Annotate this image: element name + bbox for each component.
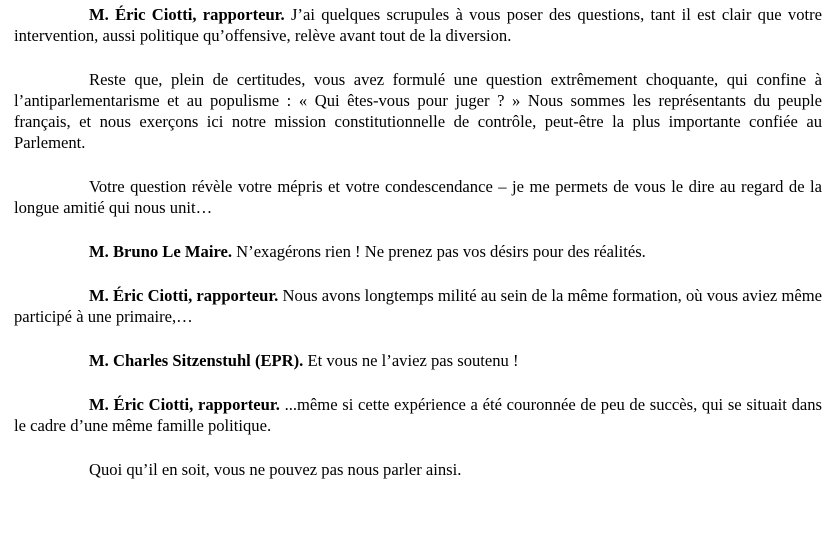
speech-text: Reste que, plein de certitudes, vous avez formulé une question extrêmement choquante, qui confine à l’antiparlementarisme et au populisme : « Qui êtes-vous pour juger ? » Nous sommes les représentants du peuple français, et nous exerçons ici notre mission constitutionnelle de contrôle, peut-être la plus importante confiée au Parlement. [14, 70, 822, 152]
speech-text: ...même si cette expérience a été couronnée de peu de succès, qui se situait dans le cadre d’une même famille politique. [14, 395, 822, 435]
speech-text: Et vous ne l’aviez pas soutenu ! [303, 351, 519, 370]
transcript-document [14, 4, 822, 503]
paragraph-7 [14, 394, 822, 436]
speech-text: N’exagérons rien ! Ne prenez pas vos désirs pour des réalités. [232, 242, 646, 261]
speech-text: Votre question révèle votre mépris et votre condescendance – je me permets de vous le dire au regard de la longue amitié qui nous unit… [14, 177, 822, 217]
speaker-name: M. Charles Sitzenstuhl (EPR). [89, 351, 304, 370]
paragraph-3 [14, 176, 822, 218]
paragraph-6 [14, 350, 822, 371]
speech-text: J’ai quelques scrupules à vous poser des questions, tant il est clair que votre intervention, aussi politique qu’offensive, relève avant tout de la diversion. [14, 5, 823, 45]
paragraph-5 [14, 285, 822, 327]
paragraph-8 [14, 459, 822, 480]
speaker-name: M. Éric Ciotti, rapporteur. [89, 286, 279, 305]
speech-text: Nous avons longtemps milité au sein de la même formation, où vous aviez même participé à une primaire,… [14, 286, 822, 326]
speaker-name: M. Éric Ciotti, rapporteur. [89, 395, 280, 414]
speaker-name: M. Bruno Le Maire. [89, 242, 233, 261]
speech-text: Quoi qu’il en soit, vous ne pouvez pas nous parler ainsi. [89, 460, 462, 479]
paragraph-4 [14, 241, 822, 262]
paragraph-1 [14, 4, 822, 46]
speaker-name: M. Éric Ciotti, rapporteur. [89, 5, 285, 24]
paragraph-2 [14, 69, 822, 153]
